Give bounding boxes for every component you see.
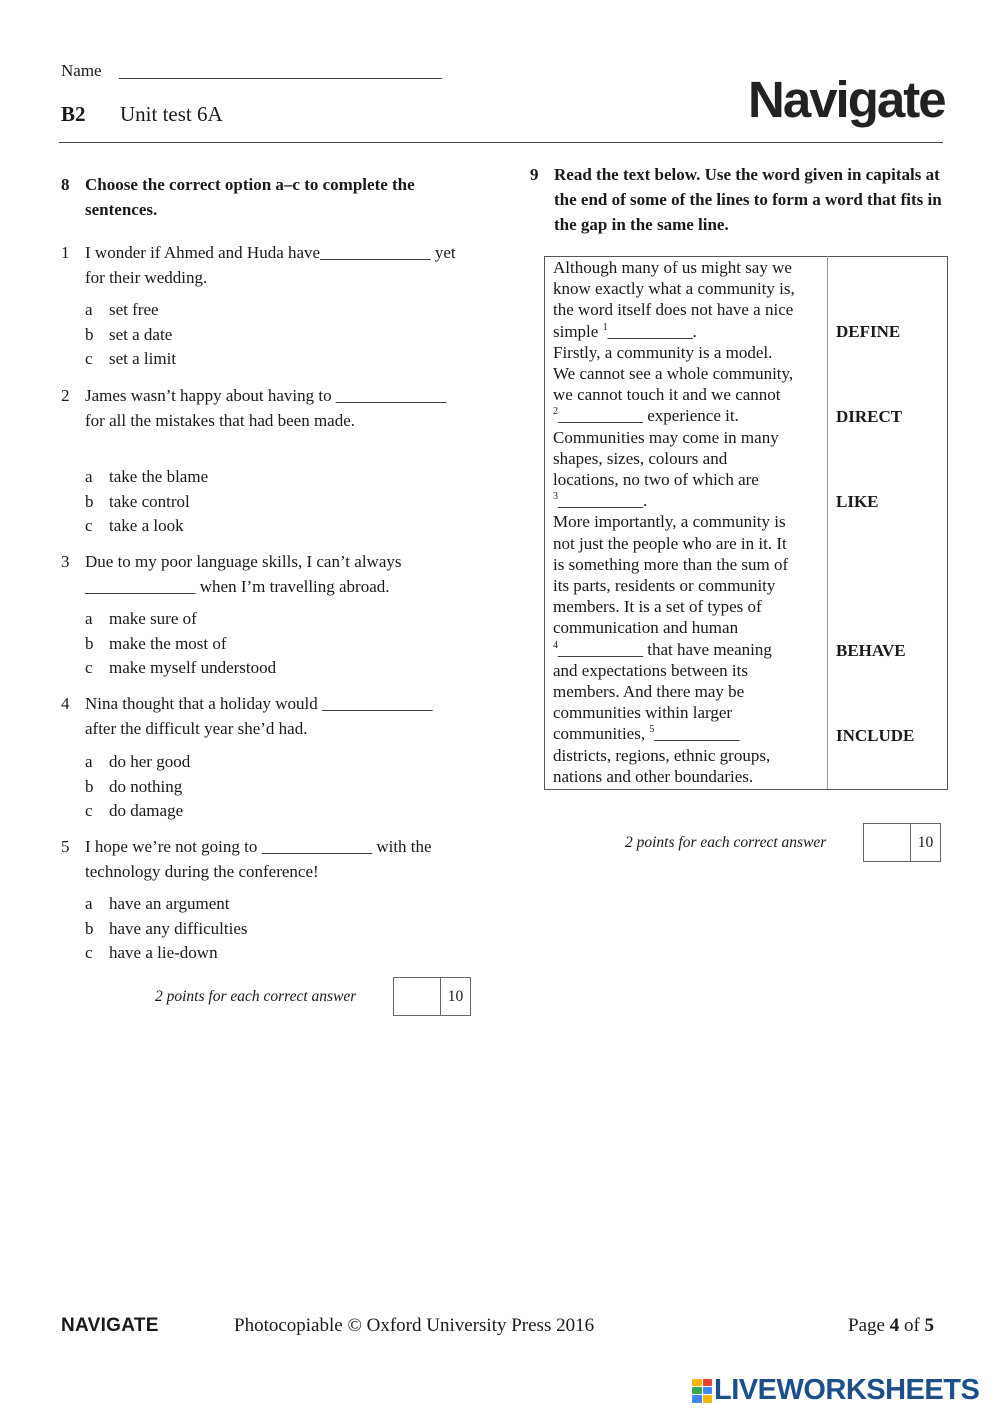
text-line[interactable]	[553, 639, 772, 660]
option-text: make sure of	[109, 609, 197, 628]
exercise-number: 8	[61, 175, 70, 194]
text-line	[553, 448, 727, 469]
question-text: I wonder if Ahmed and Huda have_____________ yet for their wedding.	[85, 243, 456, 287]
option-text: make the most of	[109, 633, 227, 653]
page-number	[848, 1315, 934, 1337]
keyword-4: BEHAVE	[836, 641, 906, 660]
exercise-9-instruction	[530, 162, 950, 238]
text-line	[553, 511, 786, 532]
points-note-ex9: 2 points for each correct answer	[625, 834, 827, 851]
option-text: have an argument	[109, 894, 230, 913]
option-b[interactable]	[85, 490, 385, 514]
score-total-ex8: 10	[447, 987, 464, 1005]
question-number: 2	[61, 386, 70, 405]
option-text: take the blame	[109, 467, 209, 486]
line-text: __________.	[558, 491, 648, 511]
question-number: 5	[61, 837, 70, 856]
option-b[interactable]	[85, 917, 385, 941]
question-text: I hope we’re not going to _____________ with the technology during the conference!	[85, 837, 432, 881]
page-middle: of	[899, 1315, 925, 1336]
question-number: 4	[61, 694, 70, 713]
text-line	[553, 363, 793, 384]
option-c[interactable]	[85, 941, 385, 965]
text-line[interactable]	[553, 490, 647, 511]
text-line	[553, 257, 792, 278]
option-text: do her good	[109, 752, 191, 771]
text-line	[553, 533, 787, 554]
line-text: we cannot touch it and we cannot	[553, 385, 781, 405]
option-text: set free	[109, 300, 159, 319]
keyword-1: DEFINE	[836, 322, 901, 341]
option-letter: b	[85, 324, 94, 344]
score-box-ex9	[863, 823, 941, 862]
option-a[interactable]	[85, 298, 385, 322]
option-text: do damage	[109, 801, 184, 820]
option-letter: c	[85, 349, 93, 368]
exercise-8-instruction	[61, 172, 461, 224]
option-text: set a date	[109, 324, 173, 344]
gap-number: 4	[553, 639, 558, 651]
line-text: members. And there may be	[553, 682, 745, 701]
keyword-5: INCLUDE	[836, 726, 915, 745]
line-text: __________	[654, 724, 740, 744]
keyword-2: DIRECT	[836, 407, 903, 426]
line-text: its parts, residents or community	[553, 576, 776, 595]
option-c[interactable]	[85, 799, 385, 823]
question-3	[61, 549, 466, 601]
line-text: __________ experience it.	[558, 406, 739, 426]
navigate-logo: Navigate	[748, 71, 945, 128]
text-line[interactable]	[553, 405, 739, 426]
text-line	[553, 427, 779, 448]
gap-number: 2	[553, 406, 558, 418]
option-c[interactable]	[85, 514, 385, 538]
line-text: We cannot see a whole community,	[553, 364, 794, 383]
question-number: 1	[61, 243, 70, 262]
footer-brand: NAVIGATE	[61, 1315, 159, 1336]
line-text: members. It is a set of types of	[553, 597, 762, 617]
question-number: 3	[61, 552, 70, 571]
line-text: locations, no two of which are	[553, 470, 759, 489]
option-a[interactable]	[85, 607, 385, 631]
exercise-number: 9	[530, 165, 539, 184]
option-text: have a lie-down	[109, 943, 218, 962]
gap-number: 5	[649, 724, 655, 736]
liveworksheets-text: LIVEWORKSHEETS	[714, 1374, 980, 1406]
line-prefix: communities,	[553, 724, 650, 744]
text-line	[553, 469, 759, 490]
line-text: More importantly, a community is	[553, 512, 786, 532]
text-line[interactable]	[553, 321, 697, 342]
text-line	[553, 660, 748, 681]
score-input-ex9[interactable]	[864, 824, 911, 861]
text-line[interactable]	[553, 723, 739, 744]
unit-title: Unit test 6A	[120, 102, 223, 126]
line-text: not just the people who are in it. It	[553, 533, 787, 553]
name-label: Name	[61, 61, 102, 80]
level-label: B2	[61, 102, 86, 126]
question-1	[61, 240, 466, 292]
text-line	[553, 342, 772, 363]
points-note-ex8: 2 points for each correct answer	[155, 988, 357, 1005]
keyword-3: LIKE	[836, 492, 879, 511]
option-letter: b	[85, 491, 94, 511]
option-letter: a	[85, 752, 93, 771]
name-field-line[interactable]: ______________________________________	[119, 62, 442, 81]
option-b[interactable]	[85, 323, 385, 347]
option-letter: b	[85, 633, 94, 653]
line-text: the word itself does not have a nice	[553, 300, 794, 320]
line-text: __________.	[607, 321, 697, 341]
option-a[interactable]	[85, 465, 385, 489]
page-prefix: Page	[848, 1315, 890, 1336]
gap-number: 3	[553, 491, 558, 503]
text-line	[553, 575, 775, 596]
question-text: Due to my poor language skills, I can’t always _____________ when I’m travelling abroad.	[85, 552, 402, 596]
option-letter: c	[85, 801, 93, 820]
line-text: and expectations between its	[553, 660, 748, 680]
text-line	[553, 278, 795, 299]
header-divider	[59, 142, 943, 143]
option-b[interactable]	[85, 632, 385, 656]
line-text: communication and human	[553, 618, 739, 638]
option-text: do nothing	[109, 776, 183, 796]
line-text: Although many of us might say we	[553, 258, 792, 277]
option-letter: a	[85, 300, 93, 319]
liveworksheets-icon	[692, 1379, 712, 1403]
keyword-column-divider	[827, 256, 828, 789]
line-text: know exactly what a community is,	[553, 279, 795, 299]
question-2	[61, 383, 466, 435]
score-total-ex9: 10	[917, 833, 934, 851]
score-box-ex8	[393, 977, 471, 1016]
option-letter: a	[85, 467, 93, 486]
option-text: take control	[109, 491, 190, 511]
text-line	[553, 745, 770, 766]
option-letter: a	[85, 609, 93, 628]
option-text: make myself understood	[109, 658, 277, 677]
text-line	[553, 596, 762, 617]
line-text: communities within larger	[553, 703, 733, 723]
question-text: Nina thought that a holiday would _____________ after the difficult year she’d had.	[85, 694, 433, 738]
gap-number: 1	[602, 321, 608, 333]
option-c[interactable]	[85, 656, 385, 680]
option-a[interactable]	[85, 892, 385, 916]
line-text: Firstly, a community is a model.	[553, 342, 773, 362]
instruction-text: Choose the correct option a–c to complete the sentences.	[85, 175, 415, 219]
option-letter: b	[85, 776, 94, 796]
option-letter: c	[85, 658, 93, 677]
option-letter: c	[85, 516, 93, 535]
line-prefix: simple	[553, 321, 603, 341]
option-text: have any difficulties	[109, 918, 248, 938]
line-text: districts, regions, ethnic groups,	[553, 745, 771, 765]
liveworksheets-watermark	[692, 1374, 979, 1407]
instruction-text: Read the text below. Use the word given in capitals at the end of some of the lines to form a word that fits in the gap in the same line.	[554, 165, 942, 234]
option-b[interactable]	[85, 775, 385, 799]
line-text: nations and other boundaries.	[553, 766, 754, 786]
option-c[interactable]	[85, 347, 385, 371]
option-letter: b	[85, 918, 94, 938]
text-line	[553, 617, 738, 638]
line-text: Communities may come in many	[553, 427, 779, 447]
line-text: __________ that have meaning	[558, 639, 772, 659]
option-text: set a limit	[109, 349, 177, 368]
question-4	[61, 691, 466, 743]
text-line	[553, 702, 732, 723]
page-total: 5	[924, 1315, 935, 1336]
text-line	[553, 681, 744, 702]
option-letter: c	[85, 943, 93, 962]
question-5	[61, 834, 466, 886]
score-input-ex8[interactable]	[394, 978, 441, 1015]
option-a[interactable]	[85, 750, 385, 774]
line-text: shapes, sizes, colours and	[553, 448, 728, 468]
text-line	[553, 299, 793, 320]
footer-copyright: Photocopiable © Oxford University Press 2016	[234, 1315, 595, 1336]
line-text: is something more than the sum of	[553, 554, 789, 574]
text-line	[553, 766, 753, 787]
page-current: 4	[889, 1315, 900, 1336]
option-letter: a	[85, 894, 93, 913]
text-line	[553, 554, 788, 575]
question-text: James wasn’t happy about having to _____________ for all the mistakes that had been made.	[85, 386, 447, 430]
option-text: take a look	[109, 516, 184, 535]
text-line	[553, 384, 781, 405]
